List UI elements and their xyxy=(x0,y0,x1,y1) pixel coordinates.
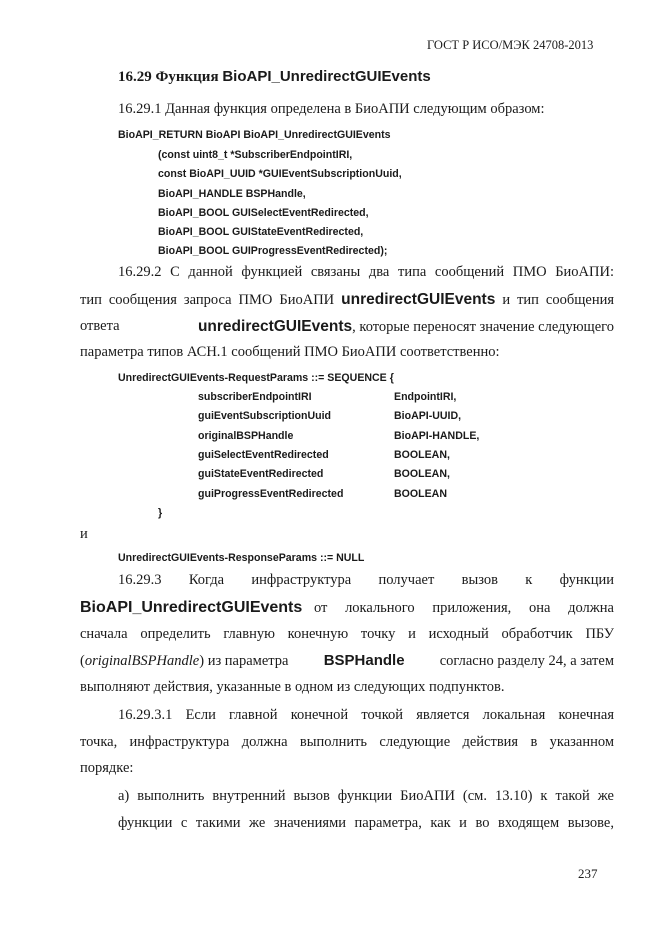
signature-line: BioAPI_RETURN BioAPI BioAPI_UnredirectGUIEvents xyxy=(118,129,391,141)
section-number-title: 16.29 Функция xyxy=(118,69,219,85)
asn1-field-type: BOOLEAN, xyxy=(394,468,450,480)
asn1-field-name: guiProgressEventRedirected xyxy=(198,488,344,500)
paragraph-16-29-3-1-line: 16.29.3.1 Если главной конечной точкой является локальная конечная xyxy=(118,707,614,723)
asn1-field-type: BOOLEAN xyxy=(394,488,447,500)
param-name-italic: originalBSPHandle xyxy=(84,653,200,669)
asn1-field-name: guiSelectEventRedirected xyxy=(198,449,329,461)
conjunction-and: и xyxy=(80,526,88,542)
paragraph-16-29-3-1-line: порядке: xyxy=(80,760,134,776)
paragraph-16-29-3-line: (originalBSPHandle) из параметра BSPHandle согласно разделу 24, а затем xyxy=(80,652,614,669)
asn1-field-type: BioAPI-UUID, xyxy=(394,410,462,422)
paragraph-16-29-3-line: выполняют действия, указанные в одном из следующих подпунктов. xyxy=(80,679,505,695)
signature-line: BioAPI_BOOL GUIStateEventRedirected, xyxy=(158,226,364,238)
paragraph-16-29-2-line: параметра типов АСН.1 сообщений ПМО БиоАПИ соответственно: xyxy=(80,344,500,360)
paragraph-16-29-3-line: сначала определить главную конечную точку и исходный обработчик ПБУ xyxy=(80,626,614,642)
section-function-name: BioAPI_UnredirectGUIEvents xyxy=(222,68,431,85)
param-name-inline: BSPHandle xyxy=(323,652,405,669)
signature-line: BioAPI_BOOL GUISelectEventRedirected, xyxy=(158,207,369,219)
signature-line: BioAPI_BOOL GUIProgressEventRedirected); xyxy=(158,245,388,257)
signature-line: (const uint8_t *SubscriberEndpointIRI, xyxy=(158,149,353,161)
function-name-inline: BioAPI_UnredirectGUIEvents xyxy=(80,599,303,616)
asn1-field-name: guiStateEventRedirected xyxy=(198,468,324,480)
signature-line: BioAPI_HANDLE BSPHandle, xyxy=(158,188,306,200)
asn1-field-type: BioAPI-HANDLE, xyxy=(394,430,480,442)
asn1-response-params: UnredirectGUIEvents-ResponseParams ::= NULL xyxy=(118,552,365,564)
paragraph-16-29-2-line: 16.29.2 С данной функцией связаны два типа сообщений ПМО БиоАПИ: xyxy=(118,264,614,280)
message-type-name: unredirectGUIEvents xyxy=(341,291,496,308)
asn1-field-type: BOOLEAN, xyxy=(394,449,450,461)
asn1-field-name: guiEventSubscriptionUuid xyxy=(198,410,332,422)
paragraph-16-29-1: 16.29.1 Данная функция определена в БиоАПИ следующим образом: xyxy=(118,101,545,117)
paragraph-16-29-2-line: тип сообщения запроса ПМО БиоАПИ unredirectGUIEvents и тип сообщения xyxy=(80,291,615,308)
asn1-field-name: originalBSPHandle xyxy=(198,430,294,442)
paragraph-16-29-3-1-line: точка, инфраструктура должна выполнить следующие действия в указанном xyxy=(80,734,614,750)
paragraph-16-29-3-line: 16.29.3 Когда инфраструктура получает вызов к функции xyxy=(118,572,614,588)
list-item-a-line: функции с такими же значениями параметра, как и во входящем вызове, xyxy=(118,815,614,831)
signature-line: const BioAPI_UUID *GUIEventSubscriptionUuid, xyxy=(158,168,402,180)
asn1-field-name: subscriberEndpointIRI xyxy=(198,391,312,403)
paragraph-16-29-2-line: ответа unredirectGUIEvents, которые переносят значение следующего xyxy=(80,318,614,335)
running-header: ГОСТ Р ИСО/МЭК 24708-2013 xyxy=(427,38,594,52)
paragraph-16-29-3-line: BioAPI_UnredirectGUIEvents от локального приложения, она должна xyxy=(80,599,614,616)
section-heading xyxy=(118,68,431,86)
list-item-a-line: а) выполнить внутренний вызов функции БиоАПИ (см. 13.10) к такой же xyxy=(118,788,614,804)
asn1-field-type: EndpointIRI, xyxy=(394,391,457,403)
page-number: 237 xyxy=(578,866,598,881)
asn1-sequence-open: UnredirectGUIEvents-RequestParams ::= SEQUENCE { xyxy=(118,372,394,384)
message-type-name: unredirectGUIEvents xyxy=(197,318,353,335)
asn1-sequence-close: } xyxy=(158,507,163,519)
